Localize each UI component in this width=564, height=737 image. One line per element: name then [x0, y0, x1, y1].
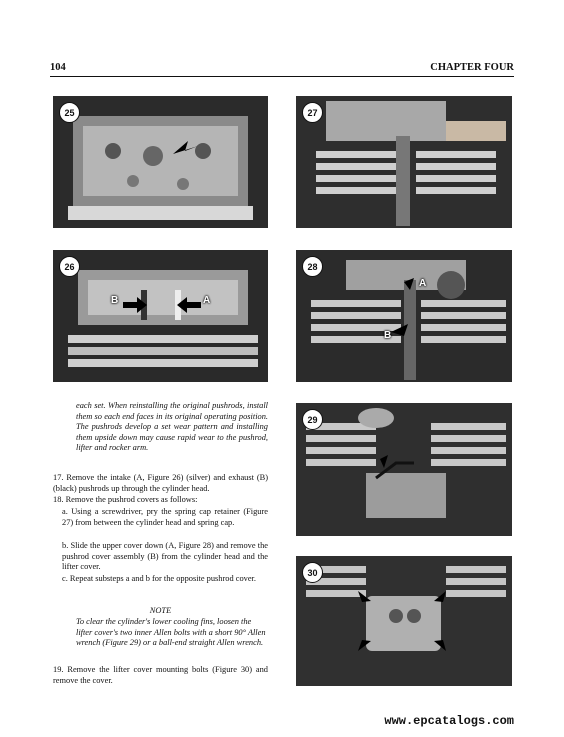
lifter-cover-wrench-image — [296, 403, 512, 536]
figure-30-photo — [296, 556, 512, 686]
figure-26-photo — [53, 250, 268, 382]
callout-label: A — [419, 278, 427, 289]
callout-label: B — [384, 330, 392, 341]
step-17: 17. Remove the intake (A, Figure 26) (silver) and exhaust (B) (black) pushrods up through the cylinder head. — [53, 473, 268, 493]
cylinder-head-image — [53, 250, 268, 382]
figure-27-photo — [296, 96, 512, 228]
chapter-title: CHAPTER FOUR — [430, 62, 514, 73]
page-number: 104 — [50, 62, 66, 73]
pushrod-cover-image — [296, 96, 512, 228]
step-18b: b. Slide the upper cover down (A, Figure 28) and remove the pushrod cover assembly (B) from the cylinder head and the lifter cover. — [62, 541, 268, 572]
step-18c: c. Repeat substeps a and b for the opposite pushrod cover. — [62, 574, 256, 583]
pushrod-assembly-image — [296, 250, 512, 382]
figure-number-badge: 28 — [302, 256, 323, 277]
lifter-cover-bolts-image — [296, 556, 512, 686]
figure-number-badge: 26 — [59, 256, 80, 277]
figure-number-badge: 29 — [302, 409, 323, 430]
step-18a: a. Using a screwdriver, pry the spring cap retainer (Figure 27) from between the cylinder head and spring cap. — [62, 507, 268, 527]
footer-website: www.epcatalogs.com — [384, 714, 514, 728]
figure-29-photo — [296, 403, 512, 536]
note-body: To clear the cylinder's lower cooling fins, loosen the lifter cover's two inner Allen bolts with a short 90° Allen wrench (Figure 29) or a ball-end straight Allen wrench. — [76, 617, 266, 648]
figure-number-badge: 25 — [59, 102, 80, 123]
step-19: 19. Remove the lifter cover mounting bolts (Figure 30) and remove the cover. — [53, 665, 268, 685]
figure-28-photo — [296, 250, 512, 382]
figure-25-photo — [53, 96, 268, 228]
callout-label: B — [111, 295, 119, 306]
callout-label: A — [203, 295, 211, 306]
note-title: NOTE — [149, 606, 172, 615]
step-18: 18. Remove the pushrod covers as follows: — [53, 495, 198, 504]
figure-number-badge: 30 — [302, 562, 323, 583]
note-text: each set. When reinstalling the original pushrods, install them so each end faces in its original operating position. The pushrods develop a set wear pattern and installing them upside down may cause rapid wear to the pushrod, lifter and rocker arm. — [76, 401, 268, 453]
figure-number-badge: 27 — [302, 102, 323, 123]
page-header — [50, 62, 514, 77]
engine-top-image — [53, 96, 268, 228]
